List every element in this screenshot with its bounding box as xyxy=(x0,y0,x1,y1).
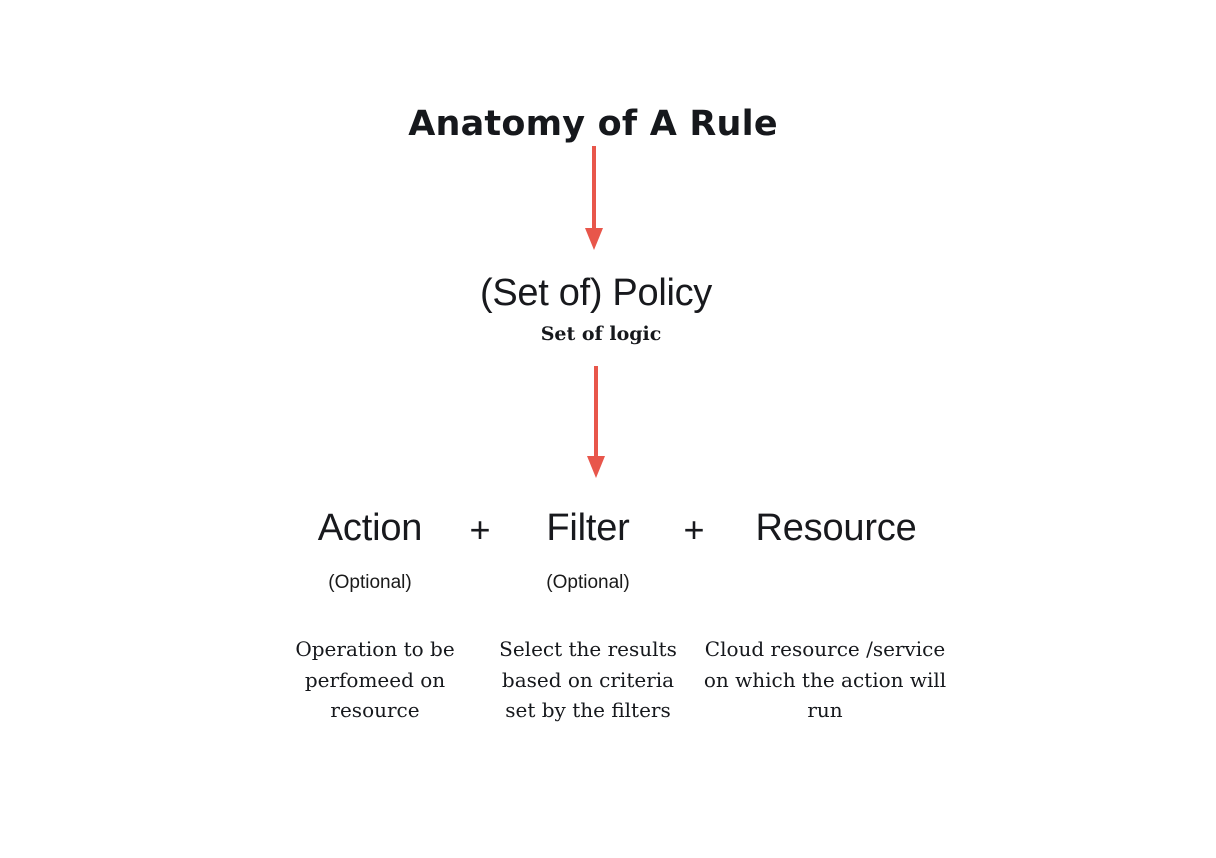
page-title: Anatomy of A Rule xyxy=(408,104,778,144)
policy-subtitle: Set of logic xyxy=(540,323,662,345)
arrow-title-to-policy-icon xyxy=(574,146,614,254)
descriptions-row xyxy=(290,634,950,726)
component-filter-term: Filter xyxy=(546,507,630,549)
component-action xyxy=(290,500,450,593)
component-action-optional: (Optional) xyxy=(328,572,412,593)
policy-label: (Set of) Policy xyxy=(479,272,713,314)
operator-plus-1: + xyxy=(469,509,491,550)
component-resource xyxy=(722,500,950,573)
description-resource: Cloud resource /service on which the action will run xyxy=(703,637,947,722)
component-action-term: Action xyxy=(317,507,423,549)
description-action: Operation to be perfomeed on resource xyxy=(295,637,455,722)
arrow-policy-to-components-icon xyxy=(576,366,616,482)
component-resource-term: Resource xyxy=(755,507,917,549)
component-filter xyxy=(510,500,666,593)
components-row xyxy=(290,500,950,593)
component-filter-optional: (Optional) xyxy=(546,572,630,593)
description-filter: Select the results based on criteria set by the filters xyxy=(499,637,677,722)
operator-plus-2: + xyxy=(683,509,705,550)
